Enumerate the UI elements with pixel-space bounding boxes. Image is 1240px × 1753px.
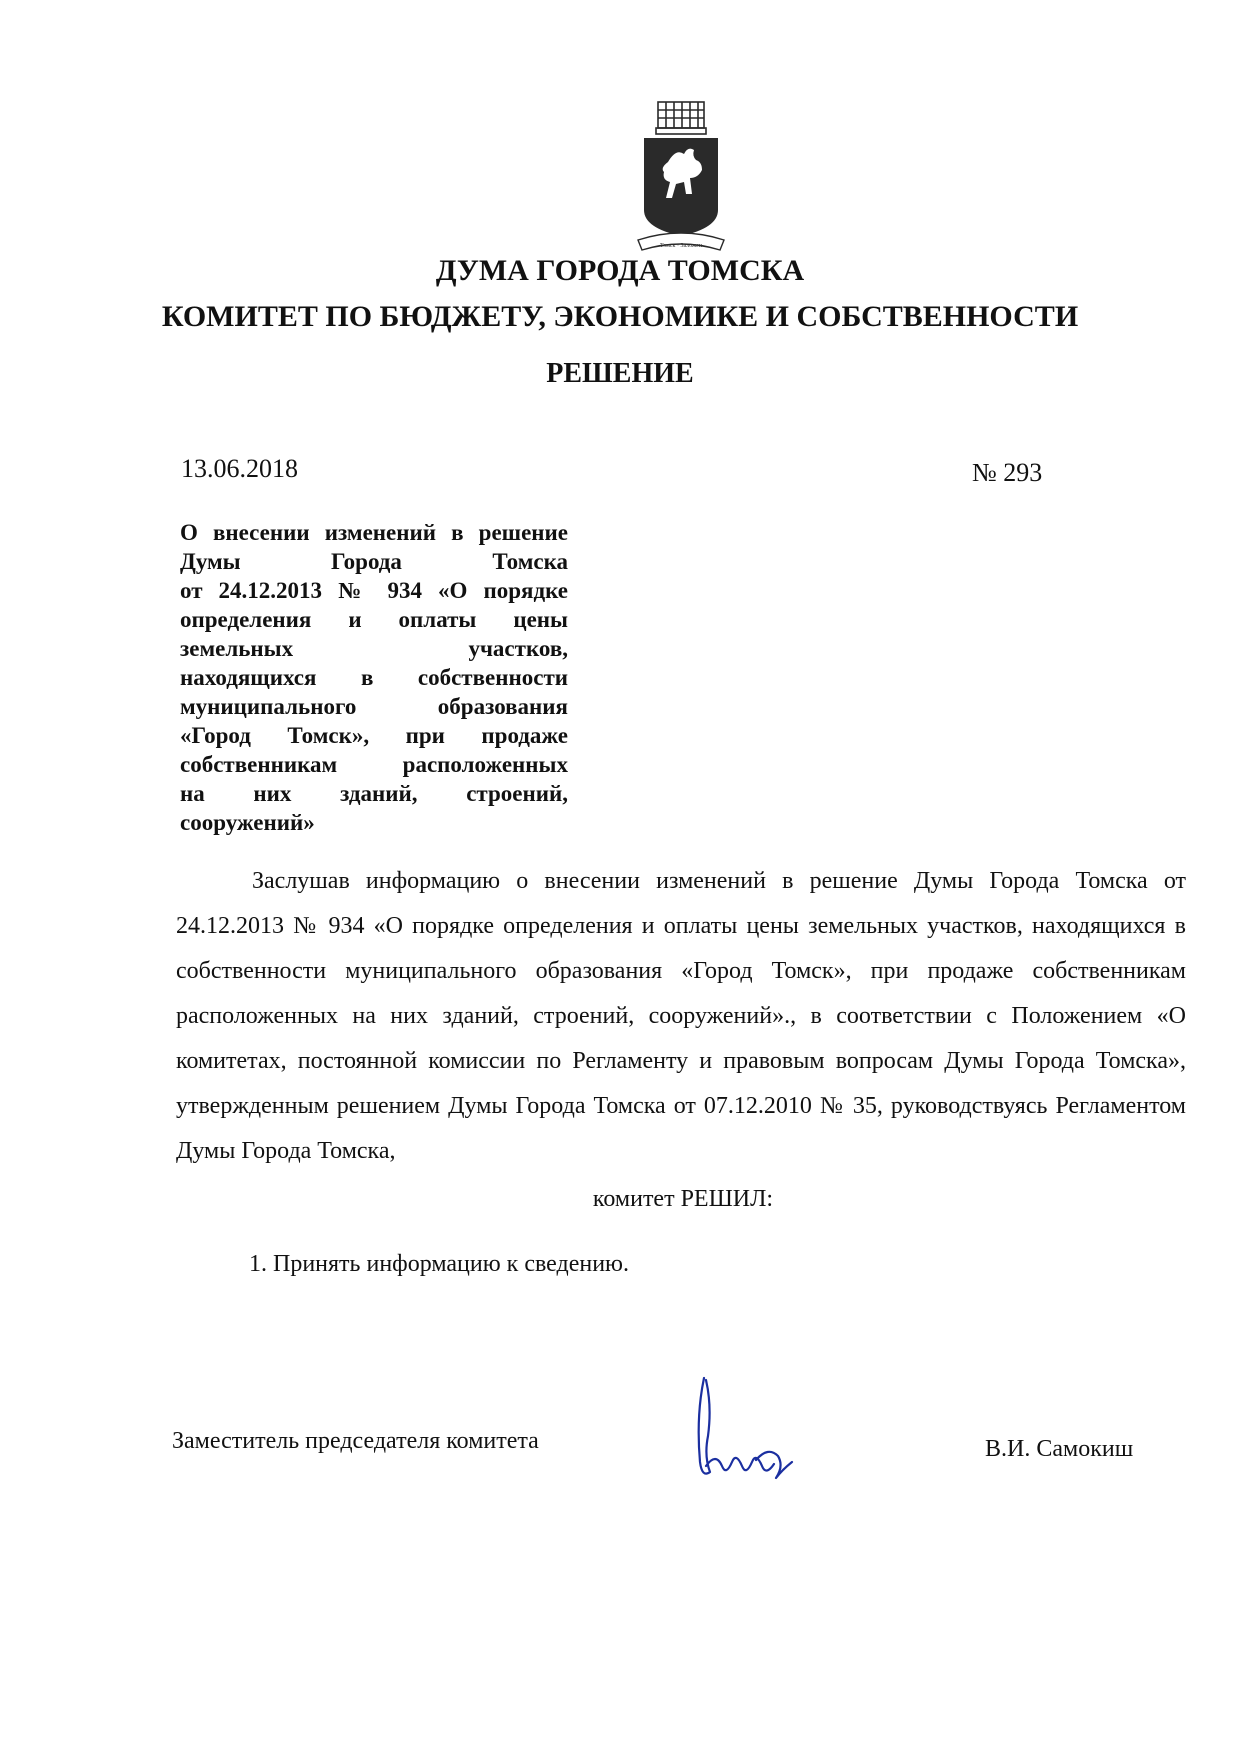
document-date: 13.06.2018 (181, 454, 298, 483)
signer-role: Заместитель председателя комитета (172, 1428, 539, 1454)
subject-line: земельных участков, (180, 636, 568, 661)
subject-line: «Город Томск», при продаже (180, 723, 568, 748)
emblem-motto: Томск · Заложен (660, 243, 702, 249)
body-paragraph: Заслушав информацию о внесении изменений в решение Думы Города Томска от 24.12.2013 № 934 «О порядке определения и оплаты цены земельных участков, находящихся в собственности муниципального образования «Город Томск», при продаже собственникам расположенных на них зданий, строений, сооружений»., в соответствии с Положением «О комитетах, постоянной комиссии по Регламенту и правовым вопросам Думы Города Томска», утвержденным решением Думы Города Томска от 07.12.2010 № 35, руководствуясь Регламентом Думы Города Томска, (176, 868, 1186, 1164)
subject-line: определения и оплаты цены (180, 607, 568, 632)
resolution-heading: комитет РЕШИЛ: (592, 1186, 774, 1212)
subject-line: О внесении изменений в решение (180, 520, 568, 545)
subject-line: на них зданий, строений, (180, 781, 568, 806)
handwritten-signature (686, 1366, 806, 1496)
org-title: ДУМА ГОРОДА ТОМСКА (435, 254, 805, 287)
resolution-item: 1. Принять информацию к сведению. (249, 1251, 629, 1277)
signer-name: В.И. Самокиш (985, 1436, 1134, 1462)
document-type: РЕШЕНИЕ (546, 358, 694, 389)
tomsk-coat-of-arms-icon (632, 98, 730, 258)
subject-line: сооружений» (180, 810, 315, 835)
committee-title: КОМИТЕТ ПО БЮДЖЕТУ, ЭКОНОМИКЕ И СОБСТВЕННОСТИ (161, 300, 1079, 333)
document-number: № 293 (972, 458, 1043, 487)
subject-line: Думы Города Томска (180, 549, 568, 574)
subject-line: от 24.12.2013 № 934 «О порядке (180, 578, 568, 603)
subject-line: муниципального образования (180, 694, 568, 719)
subject-line: находящихся в собственности (180, 665, 568, 690)
document-subject (180, 518, 568, 837)
subject-line: собственникам расположенных (180, 752, 568, 777)
